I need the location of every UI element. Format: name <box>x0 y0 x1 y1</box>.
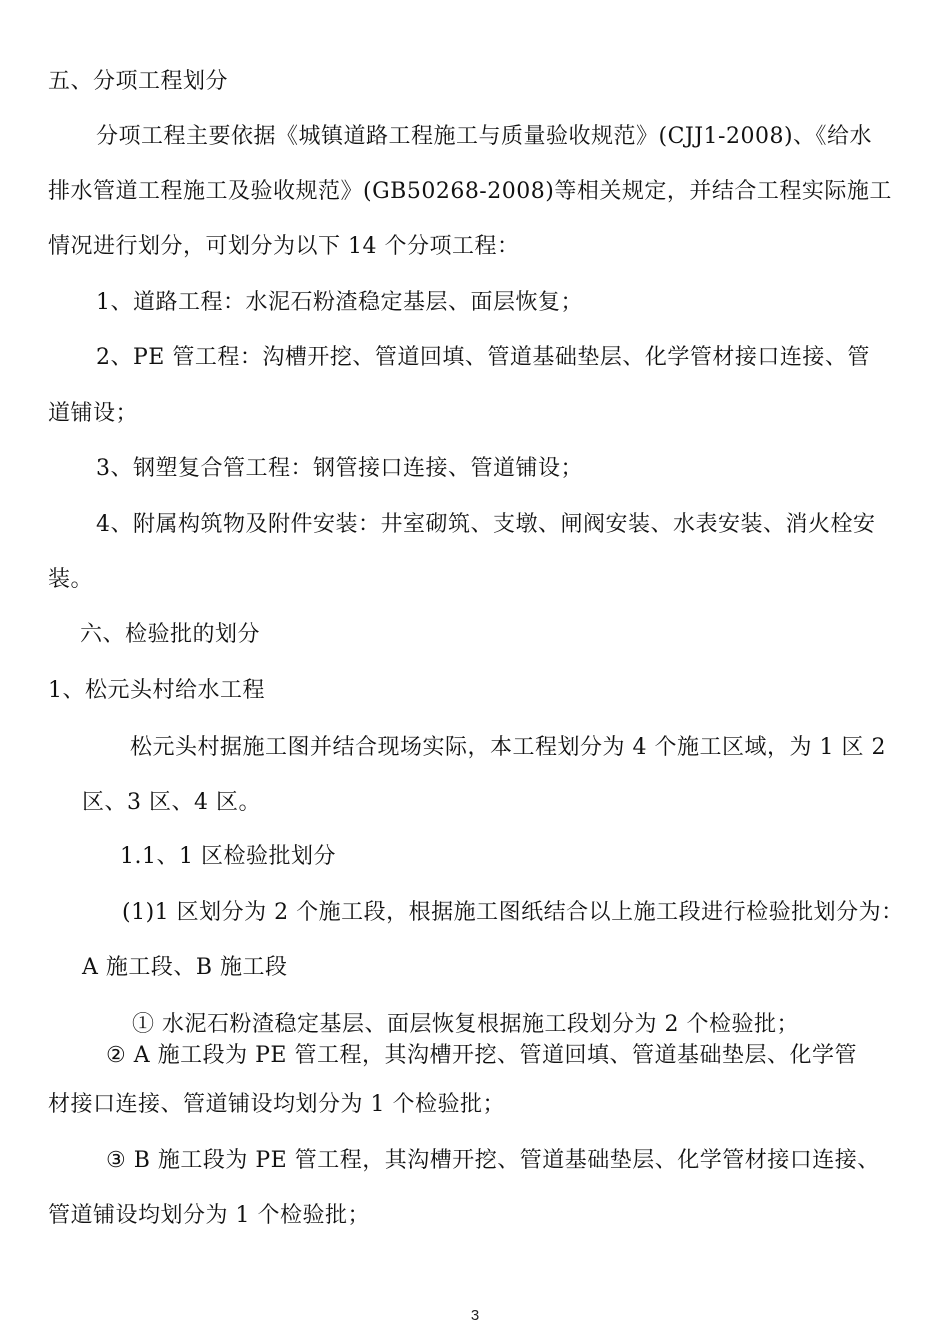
list-item: ③ B 施工段为 PE 管工程，其沟槽开挖、管道基础垫层、化学管材接口连接、 <box>106 1148 880 1173</box>
list-item: 4、附属构筑物及附件安装：井室砌筑、支墩、闸阀安装、水表安装、消火栓安 <box>96 512 876 537</box>
subsection-heading: 1.1、1 区检验批划分 <box>120 844 336 869</box>
paragraph-line: A 施工段、B 施工段 <box>82 955 288 980</box>
paragraph-line: 排水管道工程施工及验收规范》(GB50268-2008)等相关规定，并结合工程实际施工 <box>48 179 892 204</box>
paragraph-line: 分项工程主要依据《城镇道路工程施工与质量验收规范》(CJJ1-2008)、《给水 <box>96 124 873 149</box>
section-heading-6: 六、检验批的划分 <box>80 622 261 647</box>
paragraph-line: (1)1 区划分为 2 个施工段，根据施工图纸结合以上施工段进行检验批划分为： <box>122 900 904 925</box>
list-item-continuation: 道铺设； <box>48 401 139 426</box>
paragraph-line: 区、3 区、4 区。 <box>82 790 261 815</box>
list-item-continuation: 装。 <box>48 567 94 592</box>
page-number: 3 <box>470 1307 480 1324</box>
subsection-heading: 1、松元头村给水工程 <box>48 678 265 703</box>
list-item: ② A 施工段为 PE 管工程，其沟槽开挖、管道回填、管道基础垫层、化学管 <box>106 1043 857 1068</box>
list-item: ① 水泥石粉渣稳定基层、面层恢复根据施工段划分为 2 个检验批； <box>132 1012 799 1037</box>
list-item: 1、道路工程：水泥石粉渣稳定基层、面层恢复； <box>96 290 583 315</box>
list-item: 2、PE 管工程：沟槽开挖、管道回填、管道基础垫层、化学管材接口连接、管 <box>96 345 870 370</box>
list-item-continuation: 材接口连接、管道铺设均划分为 1 个检验批； <box>48 1092 505 1117</box>
section-heading-5: 五、分项工程划分 <box>48 69 229 94</box>
paragraph-line: 松元头村据施工图并结合现场实际，本工程划分为 4 个施工区域，为 1 区 2 <box>130 735 886 760</box>
paragraph-line: 情况进行划分，可划分为以下 14 个分项工程： <box>48 234 520 259</box>
list-item-continuation: 管道铺设均划分为 1 个检验批； <box>48 1203 370 1228</box>
list-item: 3、钢塑复合管工程：钢管接口连接、管道铺设； <box>96 456 583 481</box>
